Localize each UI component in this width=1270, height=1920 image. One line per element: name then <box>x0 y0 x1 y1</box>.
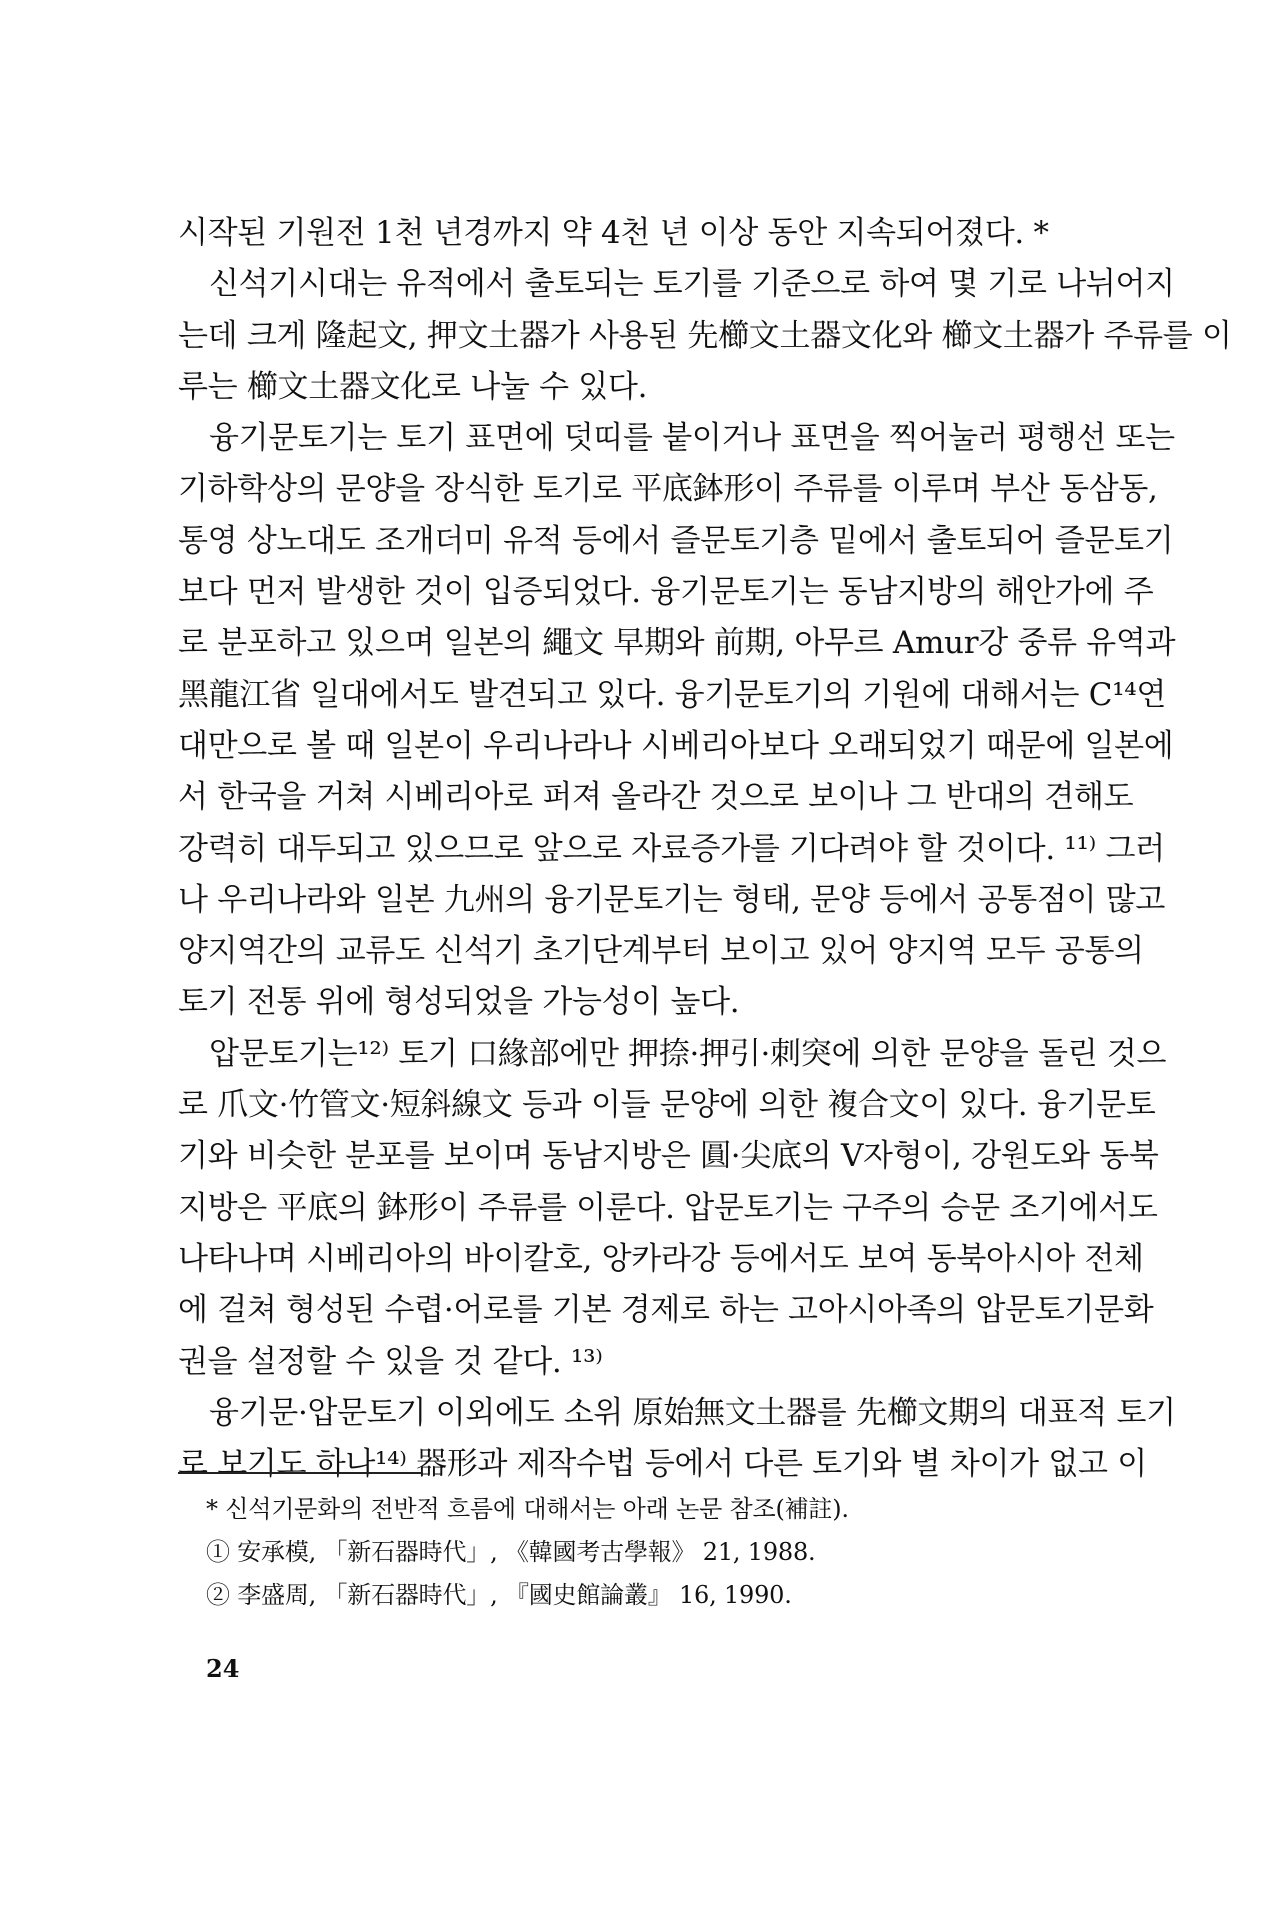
text-line: 黑龍江省 일대에서도 발견되고 있다. 융기문토기의 기원에 대해서는 C¹⁴연 <box>178 676 1167 713</box>
text-line: 융기문·압문토기 이외에도 소위 原始無文土器를 先櫛文期의 대표적 토기 <box>209 1394 1176 1431</box>
text-line: 신석기시대는 유적에서 출토되는 토기를 기준으로 하여 몇 기로 나뉘어지 <box>209 266 1175 303</box>
text-line: 로 보기도 하나¹⁴⁾ 器形과 제작수법 등에서 다른 토기와 별 차이가 없고 이 <box>178 1446 1147 1483</box>
text-line: 로 분포하고 있으며 일본의 繩文 早期와 前期, 아무르 Amur강 중류 유역과 <box>178 625 1176 662</box>
text-line: 지방은 平底의 鉢形이 주류를 이룬다. 압문토기는 구주의 승문 조기에서도 <box>178 1189 1158 1226</box>
text-line: 나타나며 시베리아의 바이칼호, 앙카라강 등에서도 보여 동북아시아 전체 <box>178 1240 1144 1277</box>
text-line: 로 爪文·竹管文·短斜線文 등과 이들 문양에 의한 複合文이 있다. 융기문토 <box>178 1087 1156 1124</box>
text-line: 기와 비슷한 분포를 보이며 동남지방은 圓·尖底의 V자형이, 강원도와 동북 <box>178 1138 1159 1175</box>
text-line: 토기 전통 위에 형성되었을 가능성이 높다. <box>178 984 740 1021</box>
text-line: 권을 설정할 수 있을 것 같다. ¹³⁾ <box>178 1343 603 1380</box>
footnote-line: * 신석기문화의 전반적 흐름에 대해서는 아래 논문 참조(補註). <box>206 1495 849 1523</box>
footnotes <box>206 1488 1086 1617</box>
text-line: 기하학상의 문양을 장식한 토기로 平底鉢形이 주류를 이루며 부산 동삼동, <box>178 471 1158 508</box>
footnote-line: ① 安承模, 「新石器時代」, 《韓國考古學報》 21, 1988. <box>206 1538 816 1566</box>
text-line: 보다 먼저 발생한 것이 입증되었다. 융기문토기는 동남지방의 해안가에 주 <box>178 574 1154 611</box>
text-line: 강력히 대두되고 있으므로 앞으로 자료증가를 기다려야 할 것이다. ¹¹⁾ 그러 <box>178 830 1165 867</box>
text-line: 서 한국을 거쳐 시베리아로 퍼져 올라간 것으로 보이나 그 반대의 견해도 <box>178 779 1134 816</box>
text-line: 에 걸쳐 형성된 수렵·어로를 기본 경제로 하는 고아시아족의 압문토기문화 <box>178 1292 1154 1329</box>
text-line: 양지역간의 교류도 신석기 초기단계부터 보이고 있어 양지역 모두 공통의 <box>178 933 1144 970</box>
text-line: 융기문토기는 토기 표면에 덧띠를 붙이거나 표면을 찍어눌러 평행선 또는 <box>209 420 1175 457</box>
body-text <box>178 208 1232 1490</box>
page-number: 24 <box>206 1654 240 1683</box>
text-line: 나 우리나라와 일본 九州의 융기문토기는 형태, 문양 등에서 공통점이 많고 <box>178 881 1166 918</box>
text-line: 대만으로 볼 때 일본이 우리나라나 시베리아보다 오래되었기 때문에 일본에 <box>178 727 1174 764</box>
text-line: 시작된 기원전 1천 년경까지 약 4천 년 이상 동안 지속되어졌다. * <box>178 215 1049 251</box>
text-line: 압문토기는¹²⁾ 토기 口緣部에만 押捺·押引·刺突에 의한 문양을 돌린 것으 <box>209 1035 1167 1072</box>
footnote-line: ② 李盛周, 「新石器時代」, 『國史館論叢』 16, 1990. <box>206 1581 792 1609</box>
text-line: 는데 크게 隆起文, 押文土器가 사용된 先櫛文土器文化와 櫛文土器가 주류를 이 <box>178 317 1232 354</box>
footnote-divider <box>178 1472 423 1474</box>
text-line: 통영 상노대도 조개더미 유적 등에서 즐문토기층 밑에서 출토되어 즐문토기 <box>178 522 1174 559</box>
text-line: 루는 櫛文土器文化로 나눌 수 있다. <box>178 368 648 405</box>
